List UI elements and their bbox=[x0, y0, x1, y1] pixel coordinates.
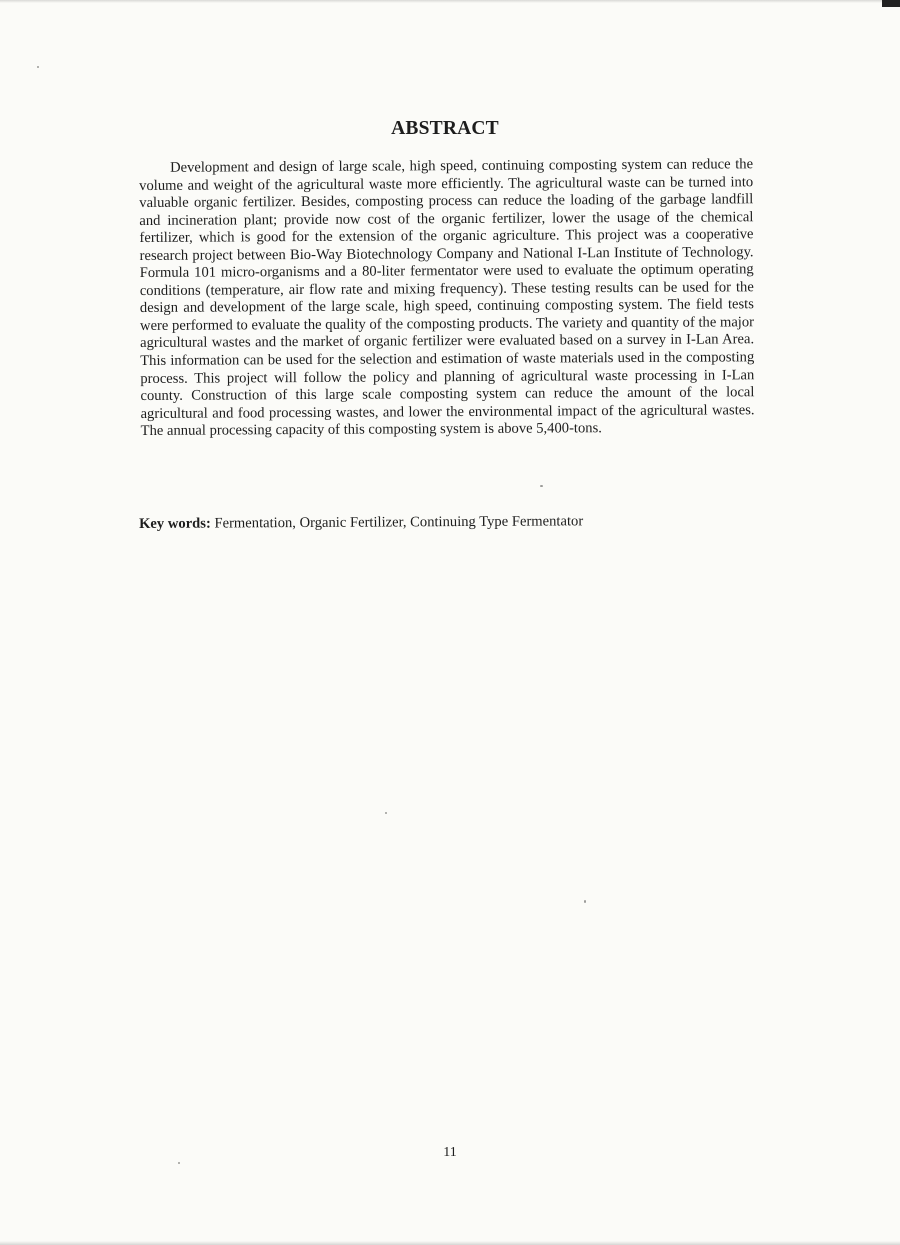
scan-edge-top bbox=[0, 0, 900, 3]
page-number: 11 bbox=[443, 1145, 457, 1160]
scan-corner-mark bbox=[882, 0, 900, 7]
scan-speck bbox=[540, 485, 543, 487]
scan-speck bbox=[37, 66, 39, 68]
abstract-body-paragraph: Development and design of large scale, high speed, continuing composting system can reduce the volume and weight of the agricultural waste more efficiently. The agricultural waste can be turned into valuable organic fertilizer. Besides, composting process can reduce the loading of the garbage landfill and incineration plant; provide now cost of the organic fertilizer, lower the usage of the chemical fertilizer, which is good for the extension of the organic agriculture. This project was a cooperative research project between Bio-Way Biotechnology Company and National I-Lan Institute of Technology. Formula 101 micro-organisms and a 80-liter fermentator were used to evaluate the optimum operating conditions (temperature, air flow rate and mixing frequency). These testing results can be used for the design and development of the large scale, high speed, continuing composting system. The field tests were performed to evaluate the quality of the composting products. The variety and quantity of the major agricultural wastes and the market of organic fertilizer were evaluated based on a survey in I-Lan Area. This information can be used for the selection and estimation of waste materials used in the composting process. This project will follow the policy and planning of agricultural waste processing in I-Lan county. Construction of this large scale composting system can reduce the amount of the local agricultural and food processing wastes, and lower the environmental impact of the agricultural wastes. The annual processing capacity of this composting system is above 5,400-tons. bbox=[139, 156, 755, 440]
scan-edge-bottom bbox=[0, 1241, 900, 1245]
scan-speck bbox=[385, 812, 387, 814]
keywords-label: Key words: bbox=[139, 515, 211, 532]
scan-speck bbox=[584, 900, 586, 903]
scan-speck bbox=[178, 1162, 180, 1164]
keywords-value: Fermentation, Organic Fertilizer, Continuing Type Fermentator bbox=[214, 513, 584, 532]
keywords-line bbox=[139, 512, 583, 533]
abstract-title: ABSTRACT bbox=[391, 118, 499, 139]
